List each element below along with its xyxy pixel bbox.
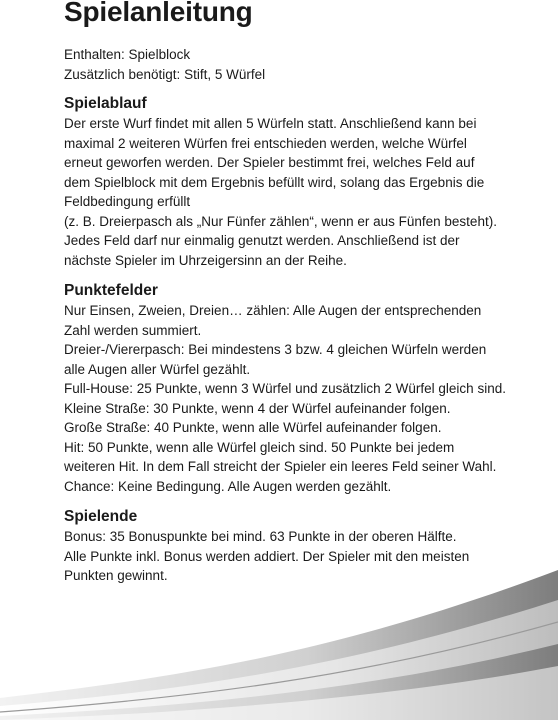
text-line: nächste Spieler im Uhrzeigersinn an der Reihe. (64, 252, 347, 268)
text-line: erneut geworfen werden. Der Spieler bestimmt frei, welches Feld auf (64, 155, 475, 170)
text-line: alle Augen aller Würfel gezählt. (64, 361, 251, 377)
text-line: Der erste Wurf findet mit allen 5 Würfeln statt. Anschließend kann bei (64, 116, 477, 131)
text-line: dem Spielblock mit dem Ergebnis befüllt wird, solang das Ergebnis die (64, 174, 485, 190)
text-line: Full-House: 25 Punkte, wenn 3 Würfel und zusätzlich 2 Würfel gleich sind. (64, 381, 506, 396)
text-line: Zahl werden summiert. (64, 322, 202, 338)
text-line: Nur Einsen, Zweien, Dreien… zählen: Alle Augen der entsprechenden (64, 303, 482, 318)
section-heading: Punktefelder (64, 282, 158, 299)
text-line: (z. B. Dreierpasch als „Nur Fünfer zählen“, wenn er aus Fünfen besteht). (64, 213, 497, 229)
text-line: Feldbedingung erfüllt (64, 194, 191, 209)
text-line: Bonus: 35 Bonuspunkte bei mind. 63 Punkte in der oberen Hälfte. (64, 529, 457, 544)
intro-line: Zusätzlich benötigt: Stift, 5 Würfel (64, 66, 266, 82)
text-line: Große Straße: 40 Punkte, wenn alle Würfel aufeinander folgen. (64, 420, 442, 435)
text-line: maximal 2 weiteren Würfen frei entschieden werden, welche Würfel (64, 135, 467, 151)
text-line: Dreier-/Viererpasch: Bei mindestens 3 bzw. 4 gleichen Würfeln werden (64, 342, 487, 357)
text-line: Kleine Straße: 30 Punkte, wenn 4 der Würfel aufeinander folgen. (64, 400, 451, 416)
text-line: Chance: Keine Bedingung. Alle Augen werden gezählt. (64, 478, 392, 494)
section-heading: Spielablauf (64, 95, 147, 112)
intro-line: Enthalten: Spielblock (64, 47, 191, 62)
intro-block (64, 45, 534, 84)
text-line: Hit: 50 Punkte, wenn alle Würfel gleich sind. 50 Punkte bei jedem (64, 439, 455, 455)
decorative-wave (0, 570, 558, 720)
text-line: weiteren Hit. In dem Fall streicht der Spieler ein leeres Feld seiner Wahl. (64, 459, 497, 474)
text-line: Jedes Feld darf nur einmalig genutzt werden. Anschließend ist der (64, 233, 460, 248)
section-punktefelder (64, 281, 534, 496)
section-spielablauf (64, 94, 534, 270)
section-heading: Spielende (64, 508, 138, 525)
page-title: Spielanleitung (64, 0, 253, 27)
text-line: Punkten gewinnt. (64, 568, 168, 583)
instruction-content (64, 45, 534, 597)
text-line: Alle Punkte inkl. Bonus werden addiert. Der Spieler mit den meisten (64, 548, 470, 564)
